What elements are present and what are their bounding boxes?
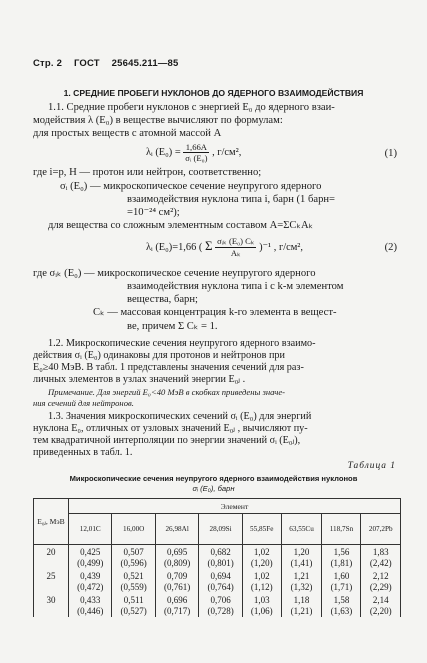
para-1-3-line-3: тем квадратичной интерполяции по энергии значений σᵢ (E₀ⱼ), — [33, 435, 301, 446]
element-header: 207,2Pb — [361, 514, 401, 545]
proton-value: 0,433 — [80, 595, 101, 605]
note-line-1: Примечание. Для энергий E₀<40 МэВ в скобках приведены значе- — [48, 387, 286, 397]
cross-section-cell — [242, 593, 281, 617]
table-row — [34, 593, 401, 617]
para-1-1-line-1: 1.1. Средние пробеги нуклонов с энергией E₀ до ядерного взаи- — [48, 102, 335, 113]
where-2-line-2: взаимодействия нуклона типа i с k-м элементом — [127, 281, 344, 292]
element-header: 63,55Cu — [281, 514, 322, 545]
cross-section-cell — [199, 593, 242, 617]
neutron-value: (1,06) — [250, 606, 273, 616]
neutron-value: (0,446) — [77, 606, 104, 616]
formula-2-sum: Σ — [204, 237, 213, 253]
cross-section-cell — [242, 569, 281, 593]
proton-value: 0,709 — [167, 571, 188, 581]
proton-value: 0,695 — [167, 547, 188, 557]
cross-section-cell — [155, 569, 198, 593]
element-header: 118,7Sn — [322, 514, 361, 545]
para-1-2-line-2: действия σᵢ (E₀) одинаковы для протонов и нейтронов при — [33, 350, 285, 361]
formula-1-denominator: σᵢ (E₀) — [185, 153, 208, 163]
cross-section-cell — [155, 545, 198, 570]
proton-value: 0,696 — [167, 595, 188, 605]
formula-1-numerator: 1,66A — [183, 142, 209, 153]
neutron-value: (1,32) — [290, 582, 313, 592]
cross-section-cell — [361, 593, 401, 617]
where-2-line-3: вещества, барн; — [127, 294, 198, 305]
where-line-1: где i=p, H — протон или нейтрон, соответственно; — [33, 167, 262, 178]
element-group-header: Элемент — [69, 499, 401, 514]
section-title: 1. СРЕДНИЕ ПРОБЕГИ НУКЛОНОВ ДО ЯДЕРНОГО ВЗАИМОДЕЙСТВИЯ — [63, 88, 364, 98]
formula-2-numerator: σᵢₖ (E₀) Cₖ — [217, 236, 255, 246]
proton-value: 1,83 — [372, 547, 389, 557]
formula-1-fraction — [183, 142, 209, 163]
neutron-value: (0,809) — [164, 558, 191, 568]
neutron-value: (1,12) — [250, 582, 273, 592]
ck-def-line-2: ве, причем Σ Cₖ = 1. — [127, 321, 218, 332]
proton-value: 1,60 — [333, 571, 350, 581]
energy-cell: 20 — [34, 545, 69, 570]
proton-value: 0,439 — [80, 571, 101, 581]
energy-cell: 25 — [34, 569, 69, 593]
para-1-3-line-4: приведенных в табл. 1. — [33, 447, 133, 458]
proton-value: 0,425 — [80, 547, 101, 557]
table-caption: Таблица 1 — [347, 461, 396, 471]
cross-section-cell — [69, 545, 112, 570]
neutron-value: (1,20) — [250, 558, 273, 568]
proton-value: 0,694 — [210, 571, 231, 581]
cross-section-cell — [361, 545, 401, 570]
cross-section-cell — [112, 593, 155, 617]
cross-section-cell — [361, 569, 401, 593]
cross-section-cell — [242, 545, 281, 570]
sigma-def-line-1: σᵢ (E₀) — микроскопическое сечение неупругого ядерного — [60, 181, 322, 192]
sigma-def-line-2: взаимодействия нуклона типа i, барн (1 барн= — [127, 194, 336, 205]
cross-section-cell — [281, 593, 322, 617]
proton-value: 1,21 — [293, 571, 310, 581]
neutron-value: (0,717) — [164, 606, 191, 616]
ck-def-line-1: Cₖ — массовая концентрация k-го элемента в вещест- — [93, 307, 337, 318]
cross-section-cell — [322, 569, 361, 593]
neutron-value: (2,29) — [369, 582, 392, 592]
proton-value: 2,12 — [372, 571, 389, 581]
note-line-2: ния сечений для нейтронов. — [33, 398, 134, 408]
formula-1-lhs: λᵢ (E₀) = — [146, 146, 181, 158]
cross-section-cell — [281, 545, 322, 570]
formula-2-denominator: Aₖ — [230, 248, 241, 258]
cross-section-table — [33, 498, 401, 617]
table-row — [34, 545, 401, 570]
neutron-value: (0,761) — [164, 582, 191, 592]
element-header: 16,00O — [112, 514, 155, 545]
para-1-3-line-1: 1.3. Значения микроскопических сечений σᵢ (E₀) для энергий — [48, 411, 312, 422]
complex-substance-line: для вещества со сложным элементным составом A=ΣCₖAₖ — [48, 220, 314, 231]
equation-number-2: (2) — [384, 242, 397, 253]
proton-value: 1,02 — [253, 547, 270, 557]
proton-value: 2,14 — [372, 595, 389, 605]
proton-value: 0,511 — [123, 595, 144, 605]
neutron-value: (0,527) — [120, 606, 147, 616]
table-title — [0, 474, 427, 494]
para-1-1-line-2: модействия λ (E₀) в веществе вычисляют по формулам: — [33, 115, 283, 126]
para-1-2-line-1: 1.2. Микроскопические сечения неупругого ядерного взаимо- — [48, 338, 316, 349]
neutron-value: (0,472) — [77, 582, 104, 592]
formula-2-lhs: λᵢ (E₀)=1,66 ( — [146, 241, 203, 253]
element-header: 55,85Fe — [242, 514, 281, 545]
proton-value: 1,20 — [293, 547, 310, 557]
cross-section-cell — [199, 545, 242, 570]
neutron-value: (2,20) — [369, 606, 392, 616]
standard-number: 25645.211—85 — [111, 58, 179, 69]
neutron-value: (1,63) — [330, 606, 353, 616]
neutron-value: (1,71) — [330, 582, 353, 592]
neutron-value: (0,559) — [120, 582, 147, 592]
para-1-3-line-2: нуклона E₀, отличных от узловых значений E₀ⱼ , вычисляют пу- — [33, 423, 308, 434]
cross-section-cell — [112, 569, 155, 593]
formula-1 — [146, 142, 241, 163]
formula-2-rhs: )⁻¹ , г/см², — [259, 241, 303, 253]
para-1-2-line-4: личных элементов в узлах значений энергии E₀ⱼ . — [33, 374, 246, 385]
proton-value: 0,521 — [123, 571, 144, 581]
para-1-2-line-3: E₀≥40 МэВ. В табл. 1 представлены значения сечений для раз- — [33, 362, 304, 373]
equation-number-1: (1) — [384, 148, 397, 159]
proton-value: 0,706 — [210, 595, 231, 605]
table-row — [34, 569, 401, 593]
neutron-value: (0,499) — [77, 558, 104, 568]
cross-section-cell — [281, 569, 322, 593]
page-number: Стр. 2 — [33, 58, 63, 69]
neutron-value: (0,801) — [207, 558, 234, 568]
energy-column-header: E₀ⱼ, МэВ — [34, 499, 69, 545]
element-header: 26,98Al — [155, 514, 198, 545]
proton-value: 1,56 — [333, 547, 350, 557]
sigma-def-line-3: =10⁻²⁴ см²); — [127, 207, 180, 218]
neutron-value: (1,81) — [330, 558, 353, 568]
table-title-line-1: Микроскопические сечения неупругого ядерного взаимодействия нуклонов — [69, 474, 358, 483]
neutron-value: (1,41) — [290, 558, 313, 568]
neutron-value: (0,728) — [207, 606, 234, 616]
proton-value: 0,682 — [210, 547, 231, 557]
proton-value: 1,02 — [253, 571, 270, 581]
neutron-value: (0,596) — [120, 558, 147, 568]
neutron-value: (0,764) — [207, 582, 234, 592]
element-header: 28,09Si — [199, 514, 242, 545]
page-header — [33, 58, 188, 69]
neutron-value: (2,42) — [369, 558, 392, 568]
cross-section-cell — [322, 593, 361, 617]
neutron-value: (1,21) — [290, 606, 313, 616]
cross-section-cell — [155, 593, 198, 617]
formula-2 — [146, 236, 303, 259]
table-title-line-2: σᵢ (E₀), барн — [192, 484, 235, 493]
formula-1-unit: , г/см², — [212, 146, 242, 158]
element-header: 12,01C — [69, 514, 112, 545]
cross-section-cell — [199, 569, 242, 593]
gost-label: ГОСТ — [73, 58, 100, 69]
cross-section-cell — [69, 569, 112, 593]
where-2-line-1: где σᵢₖ (E₀) — микроскопическое сечение неупругого ядерного — [33, 268, 316, 279]
energy-cell: 30 — [34, 593, 69, 617]
proton-value: 1,18 — [293, 595, 310, 605]
cross-section-cell — [112, 545, 155, 570]
formula-2-fraction — [215, 236, 256, 259]
proton-value: 1,58 — [333, 595, 350, 605]
cross-section-cell — [322, 545, 361, 570]
proton-value: 0,507 — [123, 547, 144, 557]
proton-value: 1,03 — [253, 595, 270, 605]
cross-section-cell — [69, 593, 112, 617]
para-1-1-line-3: для простых веществ с атомной массой A — [33, 128, 222, 139]
